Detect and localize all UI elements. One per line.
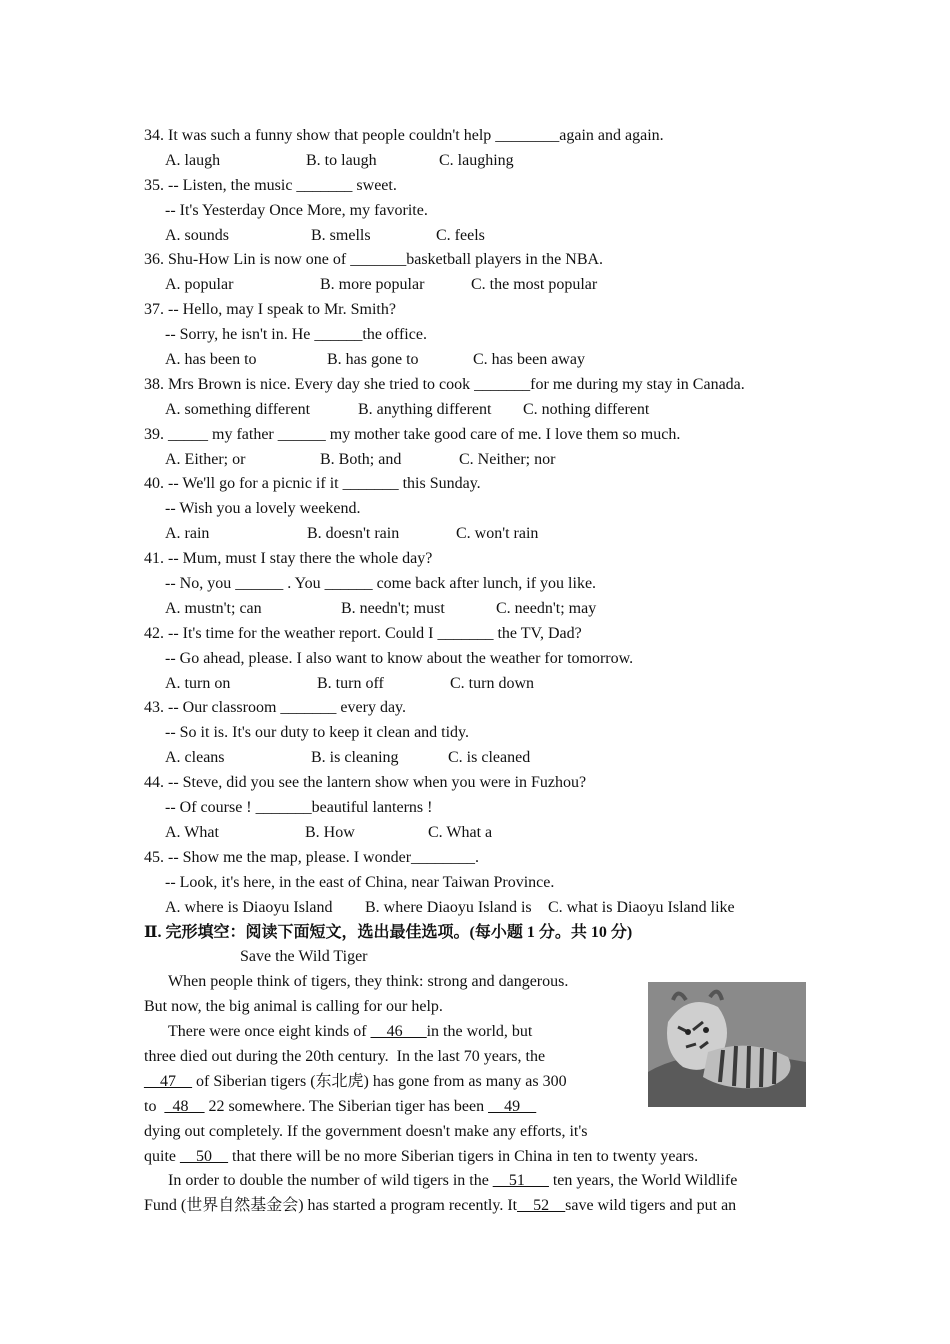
section-heading: Ⅱ. 完形填空：阅读下面短文，选出最佳选项。(每小题 1 分。共 10 分) bbox=[144, 923, 633, 941]
question-stem: 34. It was such a funny show that people couldn't help ________again and again. bbox=[144, 127, 664, 144]
tiger-cub-photo bbox=[648, 982, 806, 1107]
answer-option[interactable]: C. feels bbox=[436, 226, 485, 244]
answer-option[interactable]: C. won't rain bbox=[456, 525, 539, 543]
answer-option[interactable]: C. turn down bbox=[450, 674, 534, 692]
cloze-blank[interactable]: __46___ bbox=[370, 1023, 427, 1041]
answer-option[interactable]: B. turn off bbox=[317, 674, 384, 692]
passage-text: quite bbox=[144, 1147, 180, 1165]
passage-line bbox=[144, 1145, 804, 1170]
passage-line bbox=[144, 1169, 804, 1194]
answer-option[interactable]: A. sounds bbox=[165, 226, 230, 244]
answer-options bbox=[144, 224, 804, 249]
passage-line bbox=[144, 1194, 804, 1219]
question-stem: 42. -- It's time for the weather report. Could I _______ the TV, Dad? bbox=[144, 624, 582, 642]
passage-line bbox=[144, 1120, 804, 1145]
question-stem: 38. Mrs Brown is nice. Every day she tried to cook _______for me during my stay in Canada. bbox=[144, 375, 745, 393]
cloze-blank[interactable]: __50__ bbox=[180, 1147, 228, 1165]
question-stem: 39. _____ my father ______ my mother take good care of me. I love them so much. bbox=[144, 425, 681, 443]
answer-options bbox=[144, 672, 804, 697]
answer-option[interactable]: A. What bbox=[165, 823, 219, 841]
question-reply: -- Of course ! _______beautiful lanterns ! bbox=[165, 799, 433, 817]
answer-option[interactable]: B. smells bbox=[311, 226, 371, 244]
question-reply: -- Wish you a lovely weekend. bbox=[165, 500, 361, 518]
answer-option[interactable]: B. anything different bbox=[358, 400, 492, 418]
answer-options bbox=[144, 896, 804, 921]
cloze-blank[interactable]: __52__ bbox=[517, 1197, 566, 1215]
passage-text: There were once eight kinds of bbox=[168, 1023, 371, 1041]
answer-option[interactable]: C. what is Diaoyu Island like bbox=[548, 898, 735, 916]
question-stem: 36. Shu-How Lin is now one of _______basketball players in the NBA. bbox=[144, 251, 604, 269]
passage-text: When people think of tigers, they think: strong and dangerous. bbox=[168, 973, 569, 991]
passage-text: to bbox=[144, 1097, 165, 1115]
answer-option[interactable]: B. has gone to bbox=[327, 351, 419, 369]
answer-option[interactable]: B. is cleaning bbox=[311, 749, 399, 767]
answer-option[interactable]: B. needn't; must bbox=[341, 599, 445, 617]
answer-option[interactable]: B. more popular bbox=[320, 276, 425, 294]
answer-option[interactable]: B. to laugh bbox=[306, 151, 377, 169]
answer-options bbox=[144, 149, 804, 174]
question-stem: 43. -- Our classroom _______ every day. bbox=[144, 699, 407, 717]
question-reply: -- So it is. It's our duty to keep it clean and tidy. bbox=[165, 724, 470, 742]
answer-option[interactable]: A. turn on bbox=[165, 674, 231, 692]
answer-options bbox=[144, 398, 804, 423]
passage-text: save wild tigers and put an bbox=[565, 1197, 737, 1215]
answer-option[interactable]: A. mustn't; can bbox=[165, 599, 262, 617]
answer-option[interactable]: A. Either; or bbox=[165, 450, 246, 468]
question-reply: -- Go ahead, please. I also want to know about the weather for tomorrow. bbox=[165, 649, 634, 667]
cloze-blank[interactable]: _48__ bbox=[164, 1097, 205, 1115]
cloze-blank[interactable]: __51___ bbox=[492, 1172, 549, 1190]
answer-options bbox=[144, 597, 804, 622]
answer-option[interactable]: A. laugh bbox=[165, 151, 221, 169]
answer-option[interactable]: C. Neither; nor bbox=[459, 450, 556, 468]
answer-option[interactable]: C. needn't; may bbox=[496, 599, 597, 617]
passage-text: three died out during the 20th century. In the last 70 years, the bbox=[144, 1047, 546, 1065]
passage-text: In order to double the number of wild tigers in the bbox=[168, 1172, 493, 1190]
answer-options bbox=[144, 448, 804, 473]
answer-option[interactable]: A. something different bbox=[165, 400, 311, 418]
question-reply: -- Look, it's here, in the east of China, near Taiwan Province. bbox=[165, 873, 555, 891]
passage-text: dying out completely. If the government doesn't make any efforts, it's bbox=[144, 1122, 588, 1140]
answer-option[interactable]: C. the most popular bbox=[471, 276, 598, 294]
passage-title: Save the Wild Tiger bbox=[240, 948, 368, 966]
answer-options bbox=[144, 348, 804, 373]
answer-option[interactable]: B. Both; and bbox=[320, 450, 402, 468]
answer-option[interactable]: C. is cleaned bbox=[448, 749, 531, 767]
question-stem: 44. -- Steve, did you see the lantern show when you were in Fuzhou? bbox=[144, 774, 587, 792]
passage-text: of Siberian tigers (东北虎) has gone from as many as 300 bbox=[192, 1072, 567, 1090]
question-stem: 41. -- Mum, must I stay there the whole day? bbox=[144, 550, 433, 568]
answer-option[interactable]: B. where Diaoyu Island is bbox=[365, 898, 532, 916]
answer-option[interactable]: A. where is Diaoyu Island bbox=[165, 898, 333, 916]
passage-text: ten years, the World Wildlife bbox=[548, 1172, 738, 1190]
passage-text: But now, the big animal is calling for our help. bbox=[144, 998, 443, 1016]
answer-option[interactable]: C. laughing bbox=[439, 151, 514, 169]
question-stem: 35. -- Listen, the music _______ sweet. bbox=[144, 176, 397, 194]
passage-text: 22 somewhere. The Siberian tiger has been bbox=[204, 1097, 489, 1115]
answer-option[interactable]: A. popular bbox=[165, 276, 234, 294]
answer-options bbox=[144, 821, 804, 846]
passage-text: that there will be no more Siberian tigers in China in ten to twenty years. bbox=[228, 1147, 699, 1165]
question-stem: 45. -- Show me the map, please. I wonder________. bbox=[144, 848, 480, 866]
question-reply: -- No, you ______ . You ______ come back after lunch, if you like. bbox=[165, 575, 597, 593]
answer-option[interactable]: B. How bbox=[305, 823, 355, 841]
answer-options bbox=[144, 273, 804, 298]
passage-text: Fund (世界自然基金会) has started a program recently. It bbox=[144, 1197, 518, 1215]
answer-option[interactable]: C. nothing different bbox=[523, 400, 650, 418]
answer-options bbox=[144, 522, 804, 547]
question-stem: 40. -- We'll go for a picnic if it _______ this Sunday. bbox=[144, 475, 481, 493]
answer-option[interactable]: A. has been to bbox=[165, 351, 257, 369]
passage-text: in the world, but bbox=[426, 1023, 533, 1041]
answer-option[interactable]: C. What a bbox=[428, 823, 493, 841]
answer-options bbox=[144, 746, 804, 771]
answer-option[interactable]: A. cleans bbox=[165, 749, 225, 767]
question-reply: -- It's Yesterday Once More, my favorite. bbox=[165, 201, 428, 219]
question-stem: 37. -- Hello, may I speak to Mr. Smith? bbox=[144, 301, 396, 319]
cloze-blank[interactable]: __47__ bbox=[144, 1072, 192, 1090]
question-reply: -- Sorry, he isn't in. He ______the office. bbox=[165, 326, 427, 344]
answer-option[interactable]: A. rain bbox=[165, 525, 210, 543]
cloze-blank[interactable]: __49__ bbox=[488, 1097, 537, 1115]
answer-option[interactable]: B. doesn't rain bbox=[307, 525, 400, 543]
answer-option[interactable]: C. has been away bbox=[473, 351, 585, 369]
